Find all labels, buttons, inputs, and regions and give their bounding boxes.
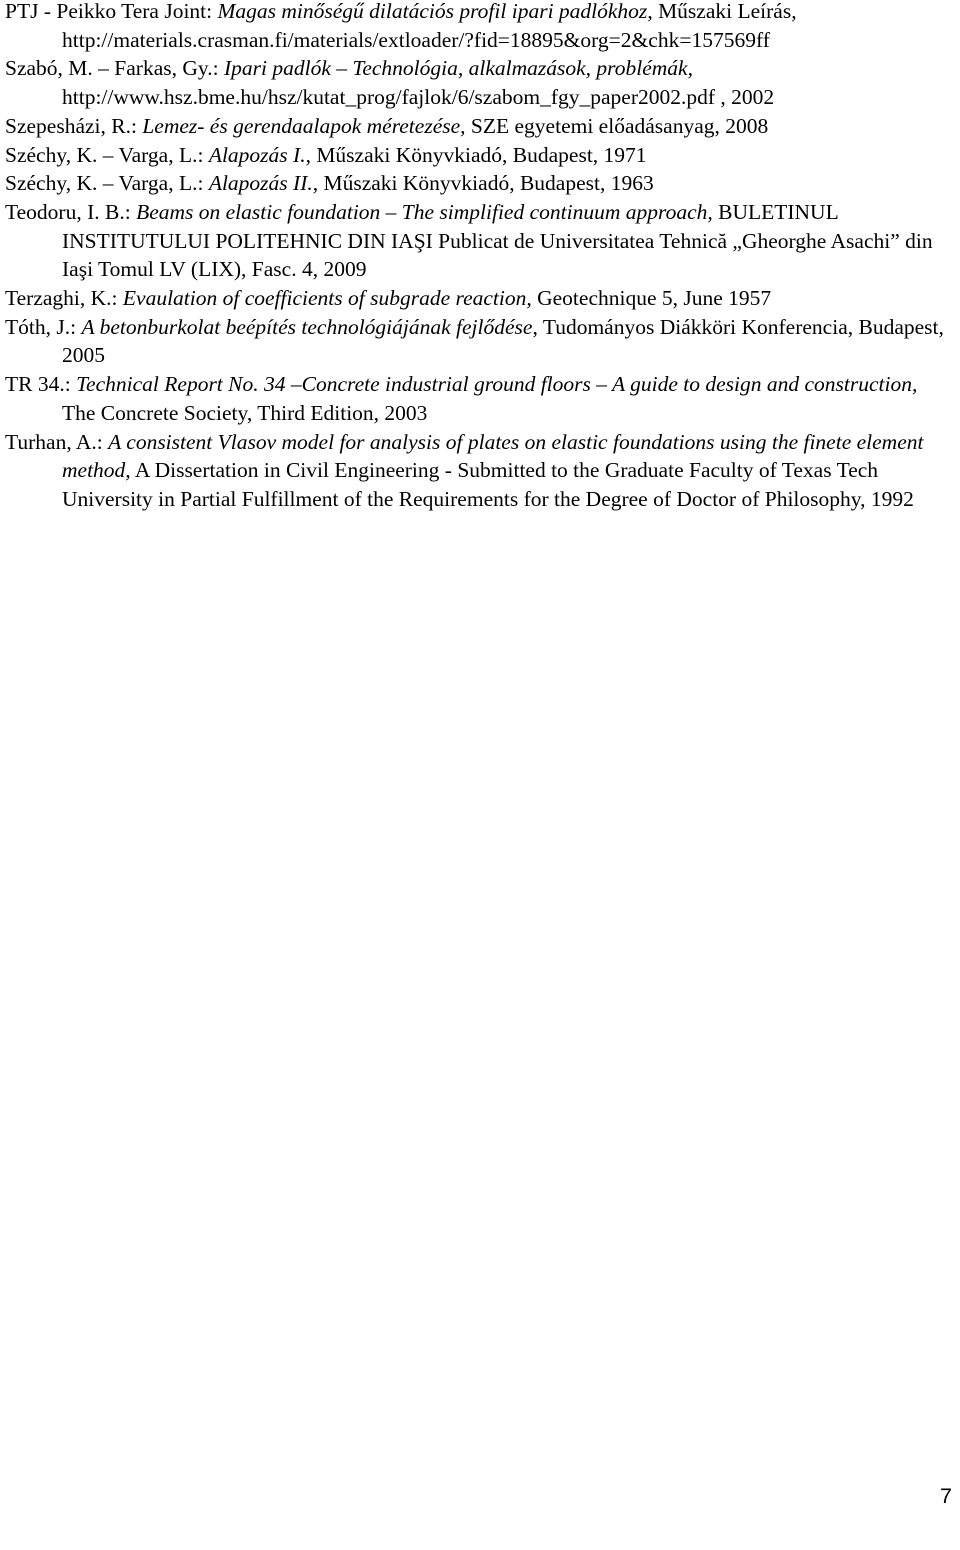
reference-text: Geotechnique 5, June 1957: [531, 286, 772, 311]
reference-title: Magas minőségű dilatációs profil ipari padlókhoz: [217, 0, 648, 23]
reference-text: , Műszaki Könyvkiadó, Budapest, 1971: [305, 142, 647, 167]
reference-text: A Dissertation in Civil Engineering - Submitted to the Graduate Faculty of Texas Tech University in Partial Fulfillment of the Requirements for the Degree of Doctor of Philosophy, 1992: [62, 458, 914, 511]
reference-entry: [5, 198, 955, 284]
reference-title: Beams on elastic foundation – The simplified continuum approach,: [136, 199, 713, 224]
reference-title: Technical Report No. 34 –Concrete industrial ground floors – A guide to design and construction,: [76, 372, 918, 397]
reference-entry: [5, 284, 955, 313]
reference-entry: [5, 169, 955, 198]
reference-title: Alapozás I.: [208, 142, 306, 167]
reference-title: Alapozás II.: [208, 171, 313, 196]
reference-title: Ipari padlók – Technológia, alkalmazások, problémák,: [223, 56, 693, 81]
reference-title: A consistent Vlasov model for analysis of plates on elastic foundations using the finete element method,: [62, 429, 929, 483]
reference-text: TR 34.:: [5, 372, 77, 397]
reference-text: Szepesházi, R.:: [5, 113, 143, 138]
reference-text: Turhan, A.:: [5, 429, 109, 454]
reference-text: PTJ - Peikko Tera Joint:: [5, 0, 218, 23]
reference-text: Teodoru, I. B.:: [5, 199, 137, 224]
reference-entry: [5, 112, 955, 141]
reference-title: Lemez- és gerendaalapok méretezése,: [142, 113, 466, 138]
reference-text: , Tudományos Diákköri Konferencia, Budapest, 2005: [62, 314, 950, 368]
reference-entry: [5, 0, 955, 54]
reference-entry: [5, 54, 955, 111]
reference-text: Széchy, K. – Varga, L.:: [5, 142, 209, 167]
reference-text: , Műszaki Leírás, http://materials.crasman.fi/materials/extloader/?fid=18895&org=2&chk=157569ff: [62, 0, 802, 52]
reference-text: BULETINUL INSTITUTULUI POLITEHNIC DIN IAŞI Publicat de Universitatea Tehnică „Gheorghe Asachi” din Iaşi Tomul LV (LIX), Fasc. 4, 2009: [62, 199, 938, 282]
reference-entry: [5, 428, 955, 514]
page-number: 7: [940, 1484, 952, 1508]
reference-text: SZE egyetemi előadásanyag, 2008: [465, 113, 769, 138]
reference-title: Evaulation of coefficients of subgrade reaction,: [122, 286, 532, 311]
reference-text: Tóth, J.:: [5, 314, 82, 339]
reference-text: , Műszaki Könyvkiadó, Budapest, 1963: [312, 171, 654, 196]
reference-entry: [5, 141, 955, 170]
reference-text: Szabó, M. – Farkas, Gy.:: [5, 56, 224, 81]
reference-text: http://www.hsz.bme.hu/hsz/kutat_prog/fajlok/6/szabom_fgy_paper2002.pdf , 2002: [62, 56, 775, 110]
reference-text: The Concrete Society, Third Edition, 2003: [62, 372, 923, 425]
reference-entry: [5, 370, 955, 427]
reference-text: Széchy, K. – Varga, L.:: [5, 171, 209, 196]
reference-text: Terzaghi, K.:: [5, 286, 123, 311]
reference-title: A betonburkolat beépítés technológiájának fejlődése: [81, 314, 533, 339]
reference-entry: [5, 313, 955, 370]
reference-list: [5, 0, 955, 514]
